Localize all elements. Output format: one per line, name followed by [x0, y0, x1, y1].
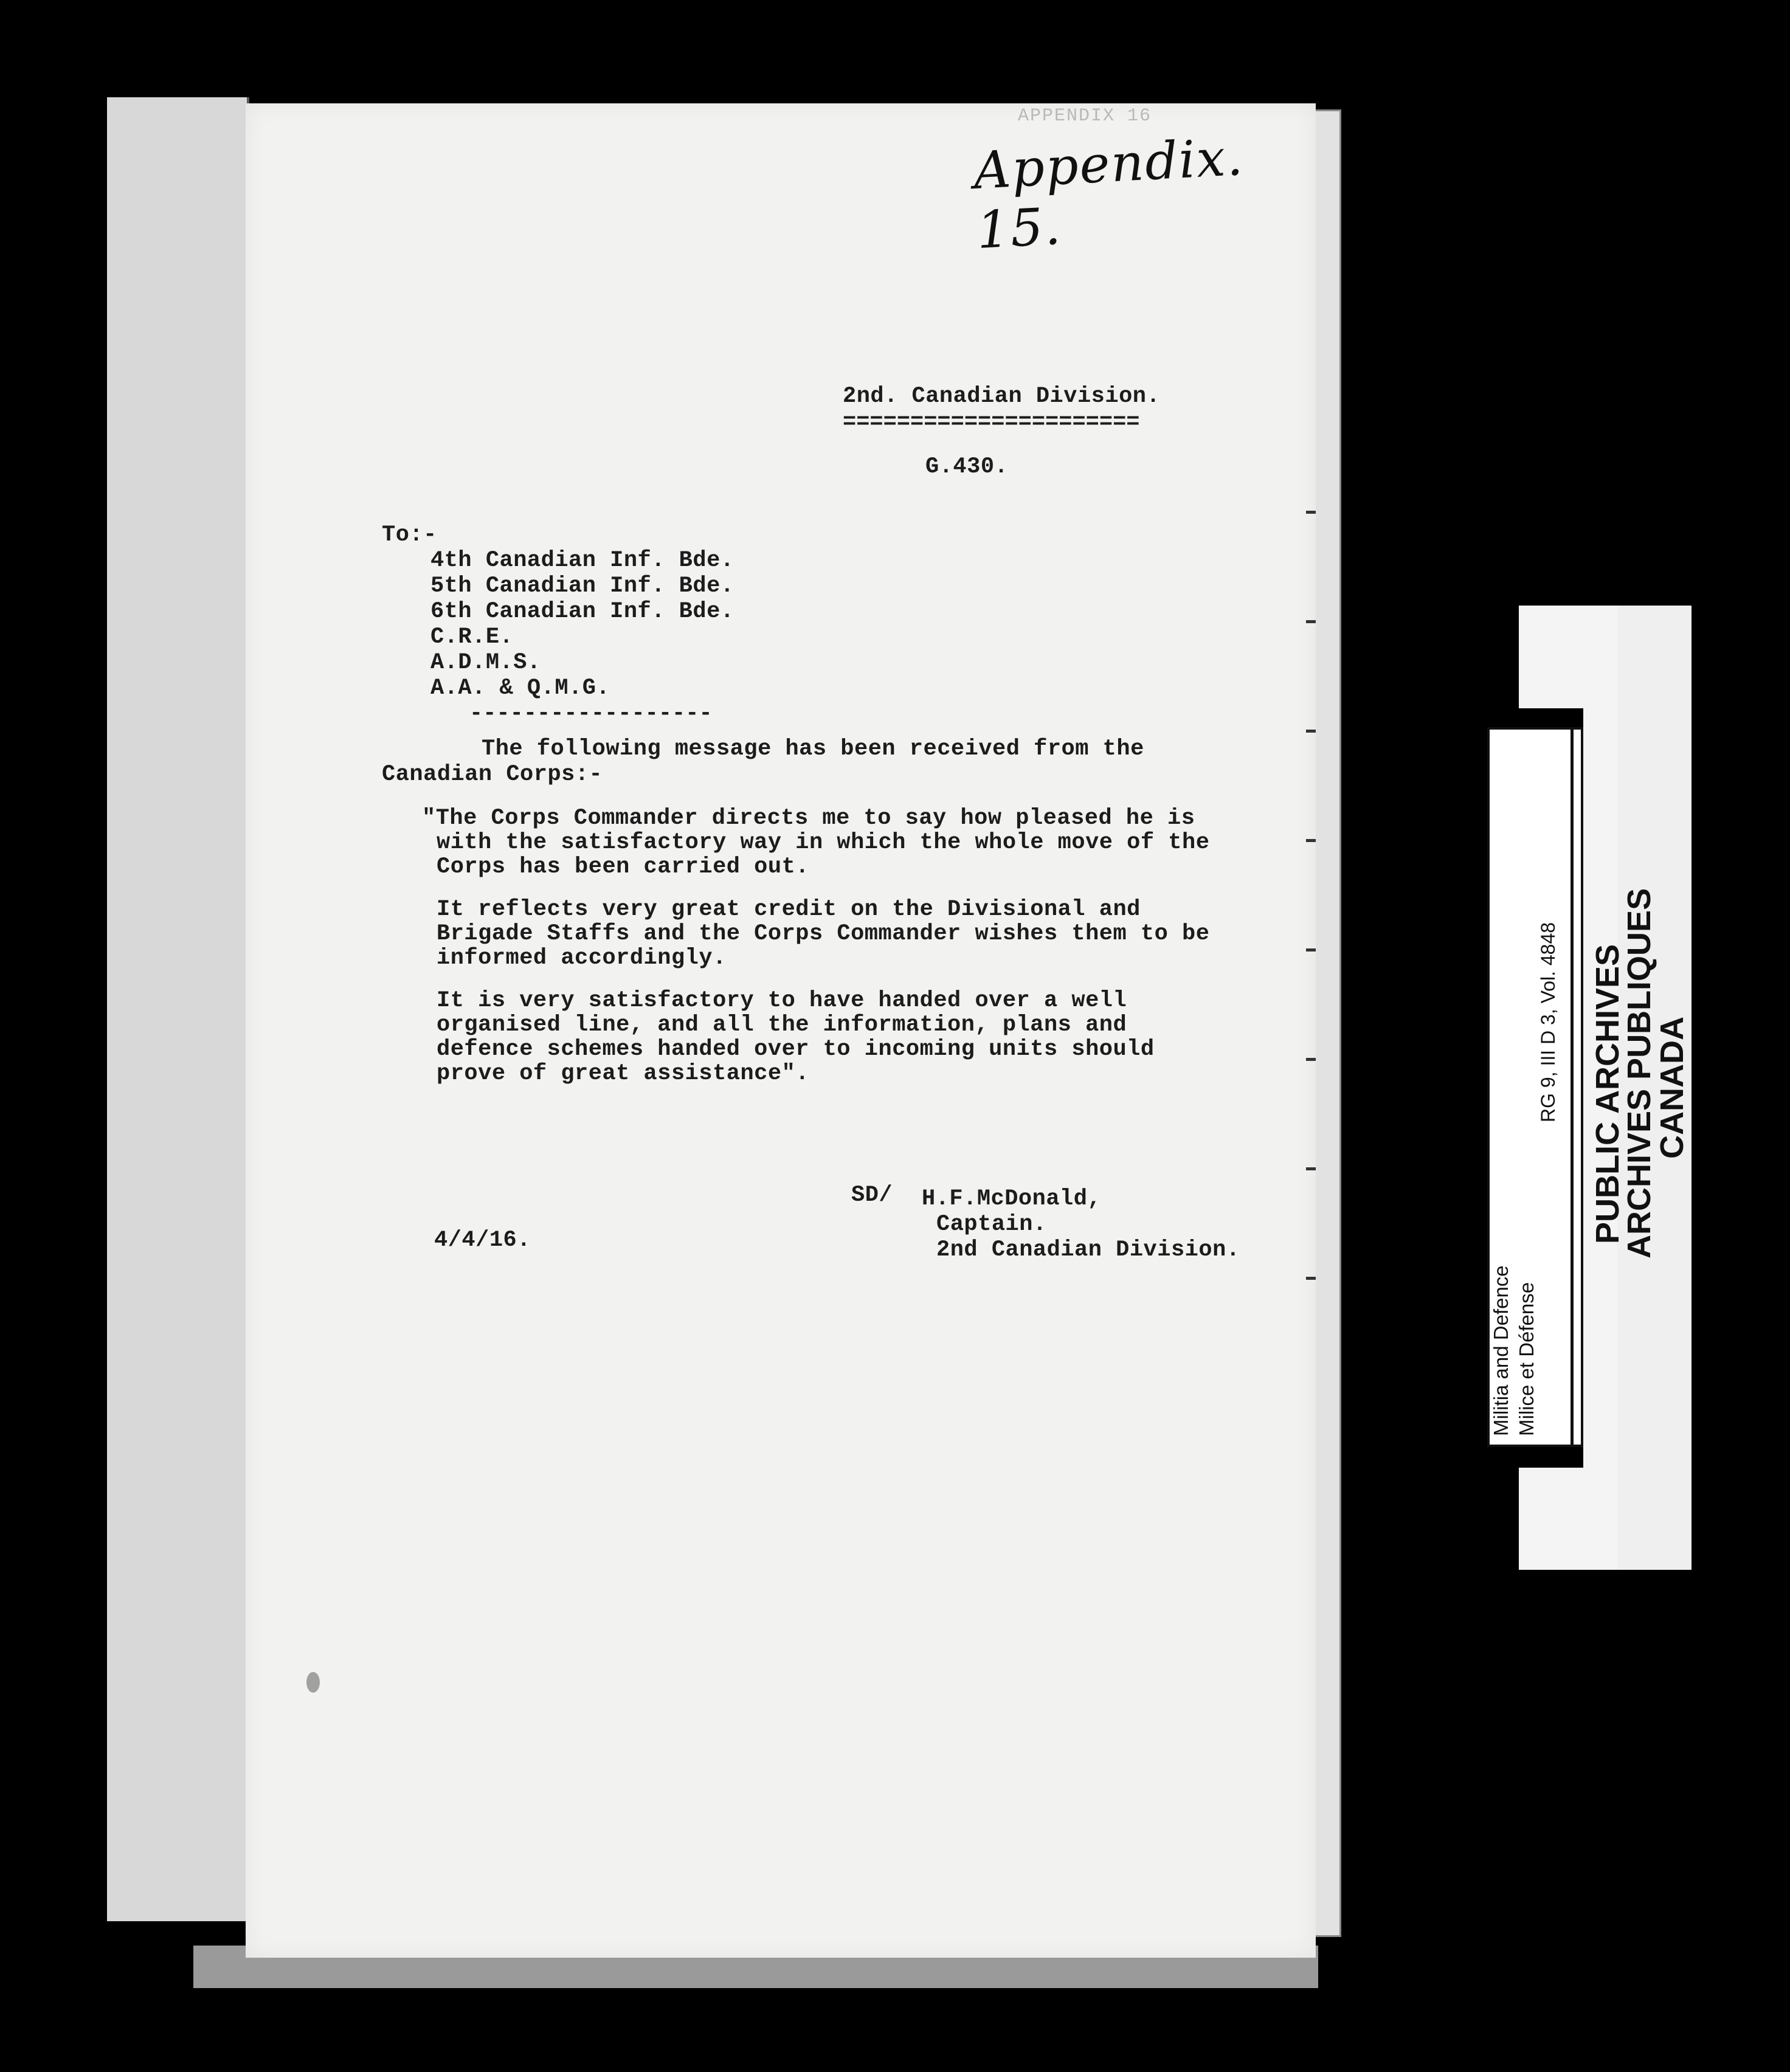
recipient: 4th Canadian Inf. Bde.: [430, 548, 734, 573]
public-archives-title: PUBLIC ARCHIVES: [1589, 944, 1626, 1244]
quote-line: Corps has been carried out.: [437, 854, 809, 880]
edge-tick: [1306, 620, 1316, 623]
recipient: 5th Canadian Inf. Bde.: [430, 573, 734, 599]
reference-number: G.430.: [925, 454, 1009, 480]
recipient: A.A. & Q.M.G.: [430, 675, 610, 701]
document-page: [246, 103, 1316, 1958]
quote-line: informed accordingly.: [437, 945, 727, 971]
recipient: A.D.M.S.: [430, 650, 541, 675]
edge-tick: [1306, 1058, 1316, 1061]
quote-line: prove of great assistance".: [437, 1061, 809, 1086]
quote-line: It reflects very great credit on the Divisional and: [437, 897, 1141, 922]
edge-tick: [1306, 839, 1316, 842]
quote-line: with the satisfactory way in which the whole move of the: [437, 830, 1210, 855]
label-black-bar: [1519, 708, 1583, 729]
signatory-unit: 2nd Canadian Division.: [936, 1237, 1240, 1263]
to-label: To:-: [382, 522, 437, 548]
ink-smudge: [306, 1672, 320, 1693]
division-heading: 2nd. Canadian Division.: [843, 384, 1161, 409]
quote-line: defence schemes handed over to incoming units should: [437, 1037, 1155, 1062]
signatory-name: H.F.McDonald,: [922, 1186, 1102, 1212]
folder-cover-left: [107, 97, 249, 1921]
quote-line: "The Corps Commander directs me to say how pleased he is: [422, 806, 1195, 831]
document-date: 4/4/16.: [434, 1228, 531, 1253]
recipient: C.R.E.: [430, 624, 514, 650]
archives-publiques-title: ARCHIVES PUBLIQUES: [1621, 888, 1657, 1259]
quote-line: It is very satisfactory to have handed over a well: [437, 988, 1127, 1014]
label-divider: [1571, 727, 1574, 1447]
page-stamp: APPENDIX 16: [1018, 106, 1152, 126]
quote-line: organised line, and all the information, plans and: [437, 1012, 1127, 1038]
department-english: Militia and Defence: [1490, 1265, 1512, 1436]
label-black-bar: [1519, 1447, 1583, 1468]
edge-tick: [1306, 511, 1316, 514]
handwritten-appendix-note: Appendix. 15.: [972, 126, 1246, 260]
recipient: 6th Canadian Inf. Bde.: [430, 599, 734, 624]
edge-tick: [1306, 1167, 1316, 1170]
edge-tick: [1306, 948, 1316, 951]
archive-reference: RG 9, III D 3, Vol. 4848: [1537, 922, 1559, 1122]
canada-title: CANADA: [1654, 1017, 1690, 1159]
heading-double-rule: ======================: [843, 410, 1140, 435]
department-french: Milice et Défense: [1515, 1282, 1538, 1436]
signed-marker: SD/: [851, 1183, 893, 1208]
quote-line: Brigade Staffs and the Corps Commander wishes them to be: [437, 921, 1210, 947]
signatory-rank: Captain.: [936, 1212, 1047, 1237]
intro-line: The following message has been received from the: [482, 736, 1144, 762]
edge-tick: [1306, 1277, 1316, 1280]
edge-tick: [1306, 730, 1316, 733]
intro-line: Canadian Corps:-: [382, 762, 603, 787]
address-rule: ------------------: [469, 701, 713, 727]
